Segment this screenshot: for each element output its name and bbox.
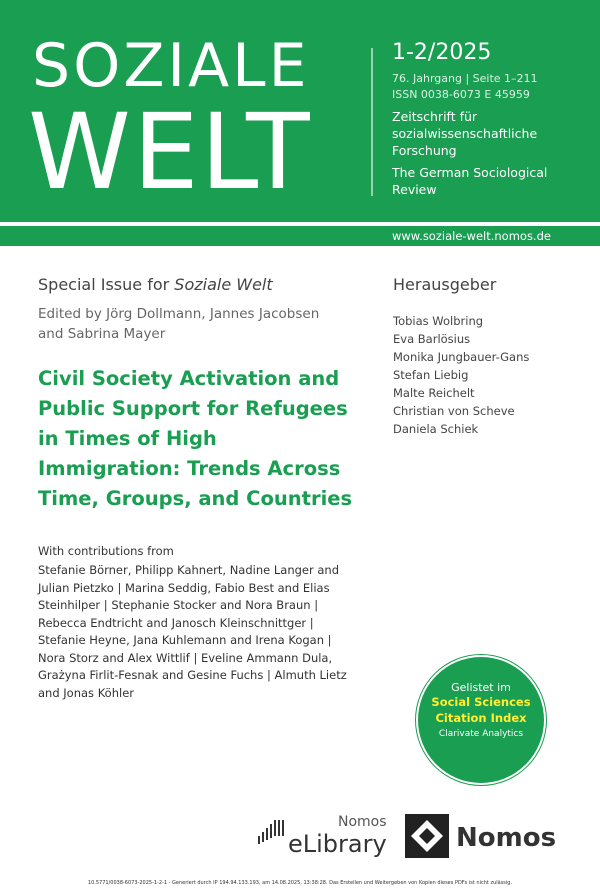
herausgeber-name: Stefan Liebig	[393, 368, 469, 382]
herausgeber-name: Christian von Scheve	[393, 404, 515, 418]
herausgeber-name: Daniela Schiek	[393, 422, 479, 436]
download-footer: 10.5771/0038-6073-2025-1-2-1 - Generiert durch IP 194.94.133.193, am 14.08.2025, 13:38:28. Das Erstellen und Weitergeben von Kopien dieses PDFs ist nicht zulässig.	[87, 880, 513, 886]
cover-header	[0, 0, 600, 222]
issue-title: Civil Society Activation and Public Support for Refugees in Times of High Immigration: Trends Across Time, Groups, and Countries	[38, 367, 353, 510]
journal-subtitle-en: The German Sociological Review	[392, 165, 548, 197]
elibrary-name: eLibrary	[288, 830, 387, 858]
issue-number: 1-2/2025	[392, 40, 492, 65]
book-stack-icon	[258, 818, 288, 858]
herausgeber-name: Tobias Wolbring	[393, 314, 484, 328]
herausgeber-list	[393, 312, 529, 438]
herausgeber-name: Malte Reichelt	[393, 386, 475, 400]
nomos-elibrary-logo	[258, 814, 387, 862]
volume-pages: 76. Jahrgang | Seite 1–211	[392, 72, 538, 85]
herausgeber-name: Eva Barlösius	[393, 332, 471, 346]
issn: ISSN 0038-6073 E 45959	[392, 88, 530, 101]
nomos-diamond-icon	[405, 814, 449, 858]
journal-url[interactable]: www.soziale-welt.nomos.de	[392, 229, 551, 243]
header-divider	[371, 48, 373, 196]
contributions-heading: With contributions from	[38, 544, 174, 558]
seal-line3: Citation Index	[435, 711, 527, 725]
journal-subtitle-de: Zeitschrift für sozialwissenschaftliche Forschung	[392, 109, 538, 158]
special-issue-journal: Soziale Welt	[174, 275, 273, 294]
journal-title-line2: WELT	[28, 91, 312, 213]
nomos-wordmark: Nomos	[456, 823, 557, 853]
seal-line2: Social Sciences	[431, 695, 531, 709]
seal-line1: Gelistet im	[451, 681, 511, 694]
issue-editors: Edited by Jörg Dollmann, Jannes Jacobsen and Sabrina Mayer	[38, 306, 320, 342]
elibrary-publisher: Nomos	[338, 814, 387, 830]
seal-line4: Clarivate Analytics	[438, 729, 524, 739]
herausgeber-name: Monika Jungbauer-Gans	[393, 350, 530, 364]
special-issue-label: Special Issue for Soziale Welt	[38, 275, 273, 294]
journal-title-line1: SOZIALE	[32, 31, 310, 101]
citation-index-seal	[418, 657, 544, 783]
herausgeber-heading: Herausgeber	[393, 275, 497, 294]
contributions-list: Stefanie Börner, Philipp Kahnert, Nadine Langer and Julian Pietzko | Marina Seddig, Fabio Best and Elias Steinhilper | Stephanie Stocker and Nora Braun | Rebecca Endtricht and Janosch Kleinschnittger | Stefanie Heyne, Jana Kuhlemann and Irena Kogan | Nora Storz and Alex Wittlif | Eveline Ammann Dula, Grażyna Firlit-Fesnak and Gesine Fuchs | Almuth Lietz and Jonas Köhler	[38, 563, 347, 700]
